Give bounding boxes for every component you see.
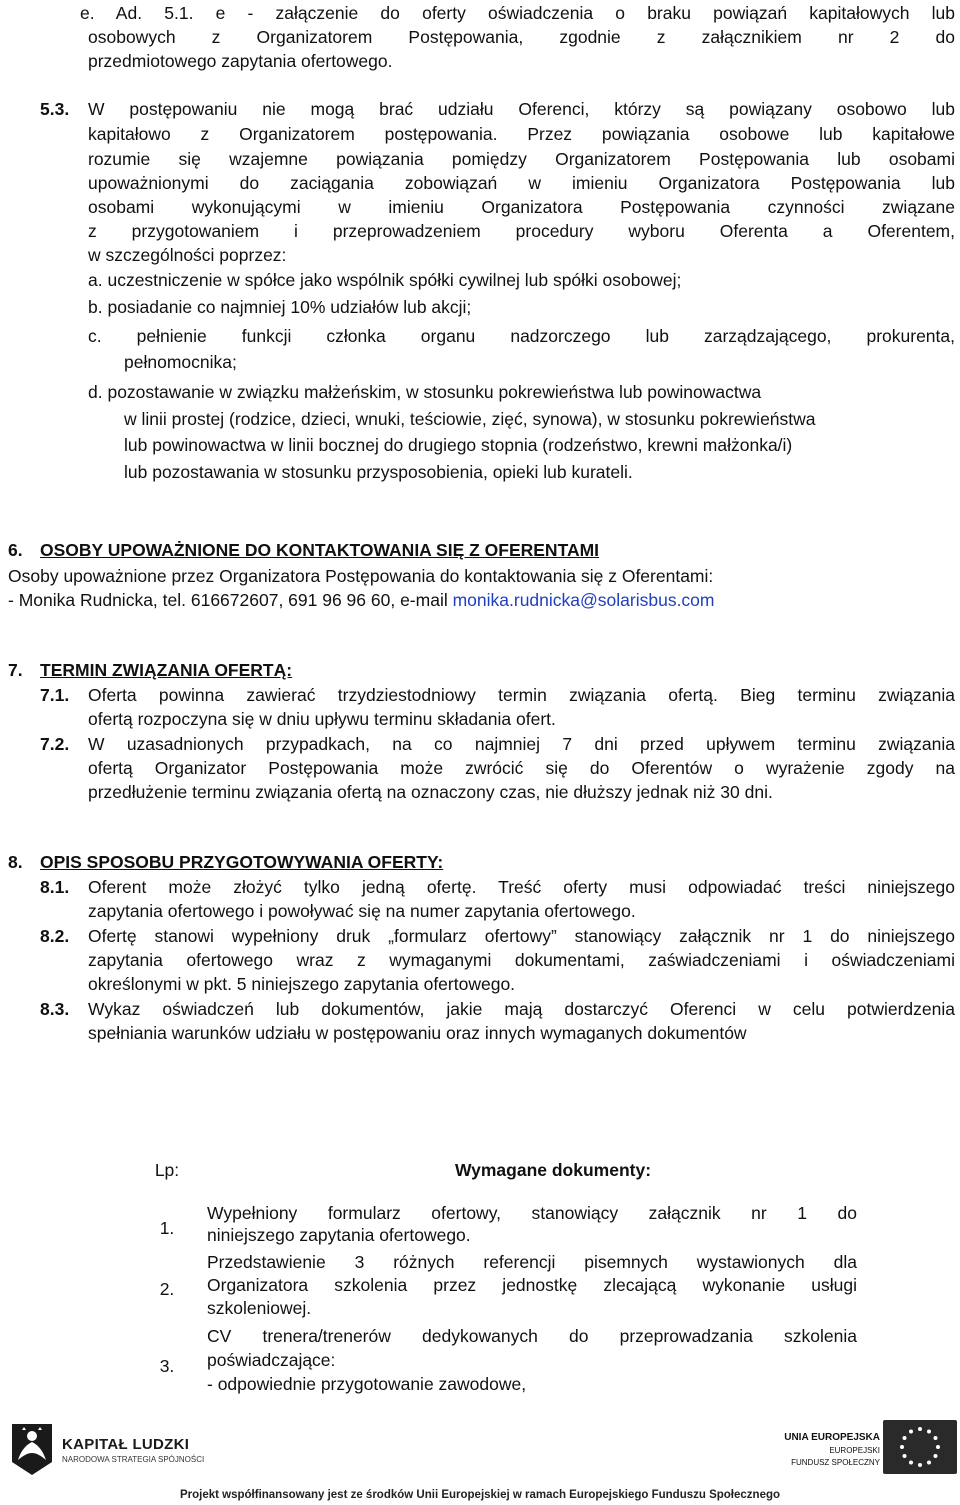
- section-7-heading: TERMIN ZWIĄZANIA OFERTĄ:: [40, 660, 293, 680]
- section-6-heading: OSOBY UPOWAŻNIONE DO KONTAKTOWANIA SIĘ Z OFERENTAMI: [40, 540, 600, 560]
- item-8-2-number: 8.2.: [40, 926, 70, 946]
- item-8-2-line: Ofertę stanowi wypełniony druk „formularz ofertowy” stanowiący załącznik nr 1 do niniejszego: [88, 926, 955, 946]
- row-line: CV trenera/trenerów dedykowanych do przeprowadzania szkolenia: [207, 1325, 857, 1346]
- row-line: Organizatora szkolenia przez jednostkę zlecającą wykonanie usługi: [207, 1274, 857, 1295]
- s53-line: upoważnionymi do zaciągania zobowiązań w imieniu Organizatora Postępowania lub: [88, 173, 955, 193]
- footer-note: Projekt współfinansowany jest ze środków Unii Europejskiej w ramach Europejskiego Funduszu Społecznego: [179, 1489, 781, 1501]
- s53-line: rozumie się wzajemne powiązania pomiędzy Organizatorem Postępowania lub osobami: [88, 149, 955, 169]
- section-7-number: 7.: [8, 660, 23, 680]
- s53-item-d-cont: lub powinowactwa w linii bocznej do drugiego stopnia (rodzeństwo, krewni małżonka/i): [124, 435, 793, 455]
- row-lp: 2.: [138, 1249, 197, 1322]
- p1-line-3: przedmiotowego zapytania ofertowego.: [88, 51, 393, 71]
- s53-item-d-cont: w linii prostej (rodzice, dzieci, wnuki, teściowie, zięć, synowa), w stosunku pokrewieństwa: [124, 409, 816, 429]
- section-6-line-1: Osoby upoważnione przez Organizatora Postępowania do kontaktowania się z Oferentami:: [8, 566, 714, 586]
- table-header-row: [138, 1143, 870, 1199]
- s53-line: w szczególności poprzez:: [88, 245, 287, 265]
- row-lp: 1.: [138, 1199, 197, 1249]
- eu-title-3: FUNDUSZ SPOŁECZNY: [791, 1458, 880, 1467]
- item-8-2-line: zapytania ofertowego wraz z wymaganymi dokumentami, zaświadczeniami i oświadczeniami: [88, 950, 955, 970]
- s53-item-b: b. posiadanie co najmniej 10% udziałów lub akcji;: [88, 297, 472, 317]
- table-row: [138, 1249, 870, 1322]
- item-8-3-line: Wykaz oświadczeń lub dokumentów, jakie mają dostarczyć Oferenci w celu potwierdzenia: [88, 999, 955, 1019]
- item-8-2-line: określonymi w pkt. 5 niniejszego zapytania ofertowego.: [88, 974, 516, 994]
- s53-item-a: a. uczestniczenie w spółce jako wspólnik spółki cywilnej lub spółki osobowej;: [88, 270, 682, 290]
- eu-flag-icon: [883, 1420, 957, 1474]
- section-6-line-2: [8, 589, 715, 611]
- item-7-1-line: ofertą rozpoczyna się w dniu upływu terminu składania ofert.: [88, 709, 556, 729]
- left-logo-title: KAPITAŁ LUDZKI: [62, 1436, 190, 1453]
- item-7-2-line: ofertą Organizator Postępowania może zwrócić się do Oferentów o wyrażenie zgody na: [88, 758, 955, 778]
- item-8-1-line: Oferent może złożyć tylko jedną ofertę. Treść oferty musi odpowiadać treści niniejszego: [88, 877, 955, 897]
- s53-item-c: c. pełnienie funkcji członka organu nadzorczego lub zarządzającego, prokurenta,: [88, 326, 955, 346]
- eu-logo-text: [760, 1418, 880, 1480]
- row-documents: [197, 1322, 870, 1398]
- row-line: - odpowiednie przygotowanie zawodowe,: [207, 1373, 527, 1394]
- item-7-2-line: przedłużenie terminu związania ofertą na oznaczony czas, nie dłuższy jednak niż 30 dni.: [88, 782, 773, 802]
- item-7-1-number: 7.1.: [40, 685, 70, 705]
- kapital-ludzki-logo: [8, 1422, 208, 1477]
- row-line: Przedstawienie 3 różnych referencji pisemnych wystawionych dla: [207, 1251, 857, 1272]
- s53-item-d: d. pozostawanie w związku małżeńskim, w stosunku pokrewieństwa lub powinowactwa: [88, 382, 762, 402]
- s53-line: osobami wykonującymi w imieniu Organizatora Postępowania czynności związane: [88, 197, 955, 217]
- item-8-3-line: spełniania warunków udziału w postępowaniu oraz innych wymaganych dokumentów: [88, 1023, 747, 1043]
- s53-line: W postępowaniu nie mogą brać udziału Oferenci, którzy są powiązany osobowo lub: [88, 99, 955, 119]
- item-8-3-number: 8.3.: [40, 999, 70, 1019]
- p1-line-1: e. Ad. 5.1. e - załączenie do oferty oświadczenia o braku powiązań kapitałowych lub: [80, 3, 955, 23]
- item-7-2-line: W uzasadnionych przypadkach, na co najmniej 7 dni przed upływem terminu związania: [88, 734, 955, 754]
- email-link[interactable]: monika.rudnicka@solarisbus.com: [452, 590, 715, 610]
- s53-item-d-cont: lub pozostawania w stosunku przysposobienia, opieki lub kurateli.: [124, 462, 633, 482]
- row-lp: 3.: [138, 1322, 197, 1398]
- table-row: [138, 1322, 870, 1398]
- section-8-number: 8.: [8, 852, 23, 872]
- item-8-1-number: 8.1.: [40, 877, 70, 897]
- item-7-1-line: Oferta powinna zawierać trzydziestodniowy termin związania ofertą. Bieg terminu związania: [88, 685, 955, 705]
- s53-item-c-cont: pełnomocnika;: [124, 352, 237, 372]
- row-documents: [197, 1199, 870, 1249]
- section-5-3-number: 5.3.: [40, 99, 70, 119]
- row-documents: [197, 1249, 870, 1322]
- eu-title-2: EUROPEJSKI: [829, 1446, 880, 1455]
- item-8-1-line: zapytania ofertowego i powoływać się na numer zapytania ofertowego.: [88, 901, 636, 921]
- p1-line-2: osobowych z Organizatorem Postępowania, zgodnie z załącznikiem nr 2 do: [88, 27, 955, 47]
- header-documents: Wymagane dokumenty:: [197, 1143, 870, 1199]
- row-line: Wypełniony formularz ofertowy, stanowiący załącznik nr 1 do: [207, 1202, 857, 1223]
- table-row: [138, 1199, 870, 1249]
- documents-table: [137, 1142, 870, 1398]
- section-8-heading: OPIS SPOSOBU PRZYGOTOWYWANIA OFERTY:: [40, 852, 444, 872]
- row-line: poświadczające:: [207, 1349, 336, 1370]
- row-line: szkoleniowej.: [207, 1297, 312, 1318]
- s53-line: z przygotowaniem i przeprowadzeniem procedury wyboru Oferenta a Oferentem,: [88, 221, 955, 241]
- row-line: niniejszego zapytania ofertowego.: [207, 1224, 471, 1245]
- item-7-2-number: 7.2.: [40, 734, 70, 754]
- contact-text: - Monika Rudnicka, tel. 616672607, 691 96 96 60, e-mail: [8, 590, 453, 610]
- kapital-ludzki-emblem-icon: [8, 1422, 58, 1477]
- header-lp: Lp:: [138, 1143, 197, 1199]
- eu-title-1: UNIA EUROPEJSKA: [784, 1432, 880, 1443]
- left-logo-subtitle: NARODOWA STRATEGIA SPÓJNOŚCI: [62, 1455, 205, 1464]
- section-6-number: 6.: [8, 540, 23, 560]
- s53-line: kapitałowo z Organizatorem postępowania. Przez powiązania osobowe lub kapitałowe: [88, 124, 955, 144]
